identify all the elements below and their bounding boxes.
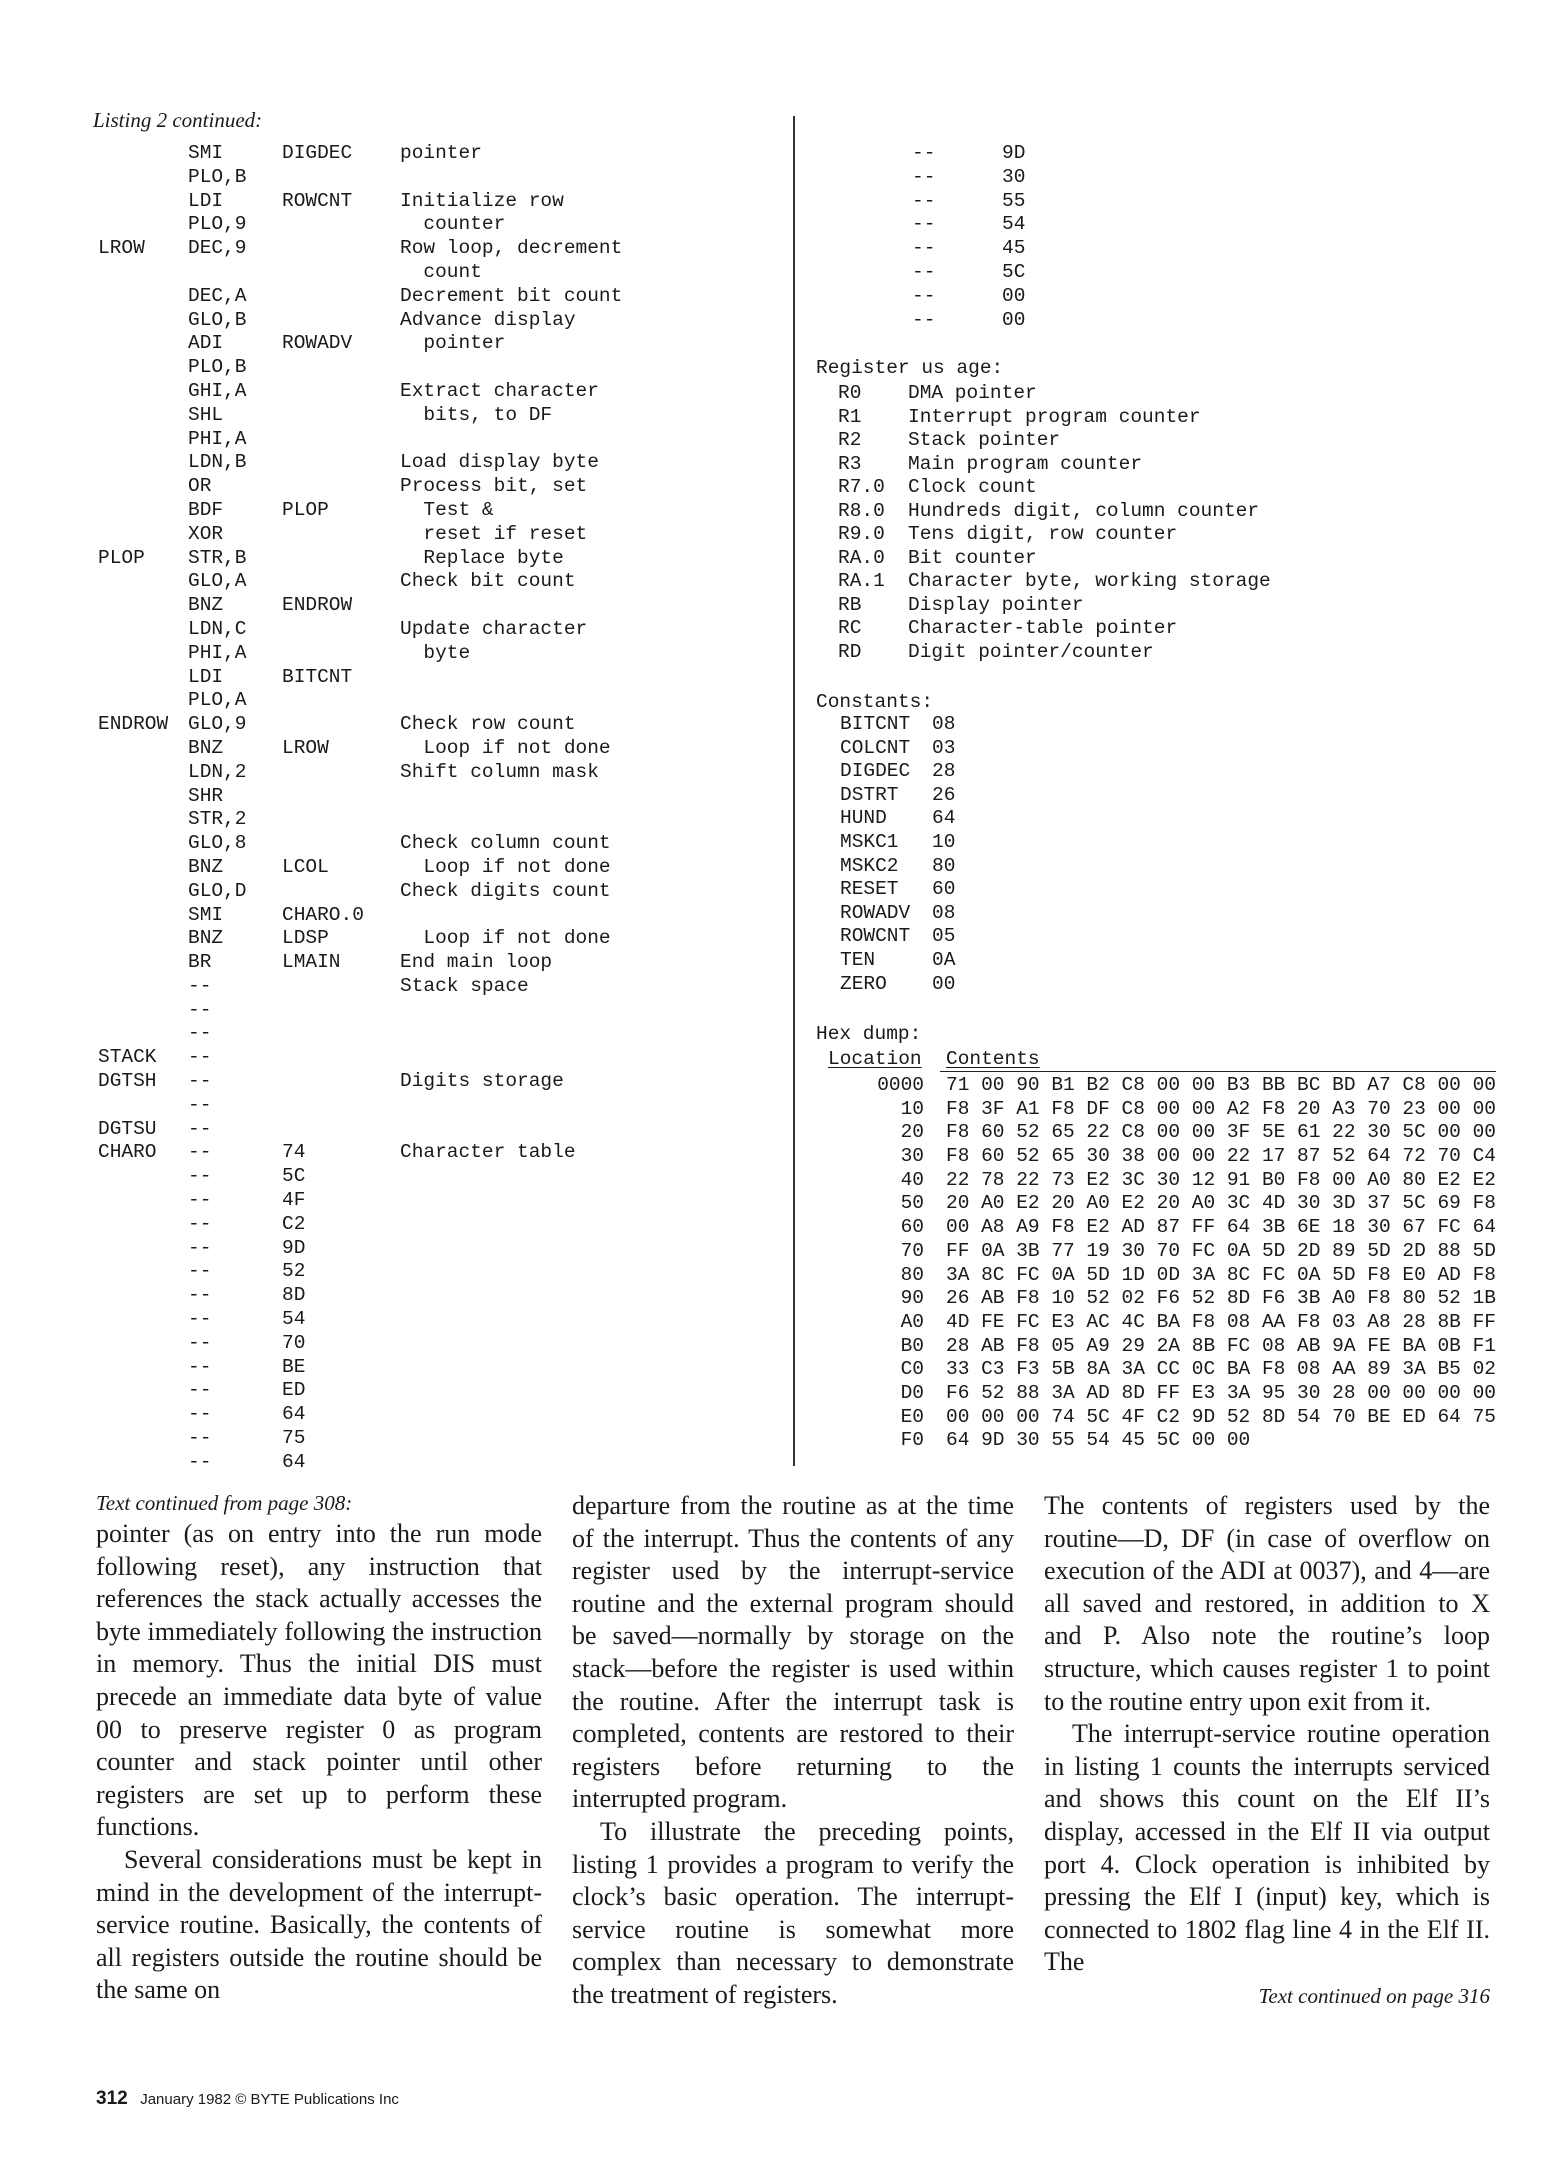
register-description: Clock count: [908, 476, 1037, 498]
register-description: Bit counter: [908, 546, 1037, 569]
code-operand: 30: [1002, 165, 1026, 188]
code-operand: 00: [1002, 284, 1026, 307]
code-comment: Check digits count: [400, 879, 611, 902]
code-opcode: PHI,A: [188, 427, 247, 450]
code-opcode: --: [188, 1022, 212, 1045]
register-name: RD: [838, 640, 862, 663]
register-name: R1: [838, 405, 862, 428]
code-comment: Loop if not done: [400, 736, 611, 759]
code-operand: LMAIN: [282, 951, 341, 974]
hex-contents: 28 AB F8 05 A9 29 2A 8B FC 08 AB 9A FE BA 0B F1: [946, 1334, 1496, 1357]
code-label: DGTSH: [98, 1070, 157, 1093]
hex-location: D0: [900, 1381, 924, 1404]
code-comment: pointer: [400, 332, 506, 355]
register-usage-title: Register us age:: [816, 357, 1004, 379]
hex-location: 10: [900, 1097, 924, 1120]
constant-value: 0A: [932, 948, 956, 971]
code-comment: count: [400, 260, 482, 283]
code-comment: Extract character: [400, 379, 599, 402]
code-opcode: GLO,8: [188, 832, 247, 855]
code-comment: Row loop, decrement: [400, 237, 623, 260]
text-column-3: [1044, 1490, 1490, 2009]
constant-value: 10: [932, 830, 956, 853]
paragraph: pointer (as on entry into the run mode following reset), any instruction that references the stack actually accesses the byte immediately following the instruction in memory. Thus the initial DIS must precede an immediate data byte of value 00 to preserve register 0 as program counter and stack pointer until other registers are set up to perform these functions.: [96, 1519, 542, 1842]
code-comment: Character table: [400, 1141, 576, 1164]
code-operand: 54: [282, 1308, 306, 1331]
code-opcode: --: [912, 189, 936, 212]
code-opcode: DEC,9: [188, 237, 247, 260]
code-opcode: LDI: [188, 189, 224, 212]
hex-location: 40: [900, 1168, 924, 1191]
paragraph: departure from the routine as at the time of the interrupt. Thus the contents of any register used by the interrupt-service routine and the external program should be saved—normally by storage on the stack—before the register is used within the routine. After the interrupt task is completed, contents are restored to their registers before returning to the interrupted program.: [572, 1491, 1014, 1814]
constant-name: MSKC1: [840, 830, 899, 853]
hex-location: C0: [900, 1358, 924, 1381]
code-comment: Test &: [400, 498, 494, 521]
code-operand: BE: [282, 1355, 306, 1378]
code-opcode: PLO,9: [188, 213, 247, 236]
code-label: CHARO: [98, 1141, 157, 1164]
code-operand: 9D: [1002, 142, 1026, 164]
hex-contents: 71 00 90 B1 B2 C8 00 00 B3 BB BC BD A7 C8 00 00: [946, 1074, 1496, 1096]
hex-location: 30: [900, 1145, 924, 1168]
code-opcode: --: [912, 260, 936, 283]
code-opcode: BDF: [188, 498, 224, 521]
code-operand: 5C: [282, 1165, 306, 1188]
code-opcode: ADI: [188, 332, 224, 355]
code-opcode: LDI: [188, 665, 224, 688]
code-operand: 70: [282, 1331, 306, 1354]
code-opcode: --: [188, 1260, 212, 1283]
hex-header-location: Location: [828, 1048, 922, 1070]
code-opcode: --: [188, 1070, 212, 1093]
code-operand: ED: [282, 1379, 306, 1402]
code-label: STACK: [98, 1046, 157, 1069]
code-operand: 4F: [282, 1189, 306, 1212]
column-divider: [793, 116, 795, 1466]
hex-location: 0000: [877, 1074, 924, 1096]
code-comment: byte: [400, 641, 471, 664]
code-opcode: --: [912, 237, 936, 260]
code-comment: Advance display: [400, 308, 576, 331]
constant-value: 80: [932, 854, 956, 877]
code-opcode: --: [188, 1308, 212, 1331]
page-footer: [96, 2088, 399, 2110]
register-name: R7.0: [838, 476, 885, 498]
register-name: R9.0: [838, 523, 885, 545]
paragraph: The interrupt-service routine operation in listing 1 counts the interrupts serviced and shows this count on the Elf II’s display, accessed in the Elf II via output port 4. Clock operation is inhibited by pressing the Elf I (input) key, which is connected to 1802 flag line 4 in the Elf II. The: [1044, 1719, 1490, 1977]
code-opcode: BNZ: [188, 855, 224, 878]
hex-contents: F8 60 52 65 30 38 00 00 22 17 87 52 64 72 70 C4: [946, 1145, 1496, 1168]
code-opcode: --: [188, 1379, 212, 1402]
hex-header-rule: [940, 1071, 1496, 1072]
code-comment: Process bit, set: [400, 475, 588, 498]
hex-contents: 00 00 00 74 5C 4F C2 9D 52 8D 54 70 BE ED 64 75: [946, 1405, 1496, 1428]
code-opcode: --: [912, 284, 936, 307]
register-description: Stack pointer: [908, 429, 1061, 451]
code-comment: Loop if not done: [400, 855, 611, 878]
register-name: RA.1: [838, 570, 885, 592]
code-opcode: LDN,C: [188, 617, 247, 640]
code-operand: C2: [282, 1212, 306, 1235]
code-opcode: OR: [188, 475, 212, 498]
hex-dump-title: Hex dump:: [816, 1023, 922, 1045]
continued-on-note: Text continued on page 316: [1258, 1983, 1490, 2008]
hex-location: A0: [900, 1310, 924, 1333]
constant-name: DIGDEC: [840, 760, 911, 783]
code-operand: 55: [1002, 189, 1026, 212]
code-opcode: PLO,A: [188, 689, 247, 712]
code-operand: 8D: [282, 1284, 306, 1307]
register-description: Tens digit, row counter: [908, 523, 1178, 545]
code-operand: ROWADV: [282, 332, 353, 355]
register-description: Display pointer: [908, 593, 1084, 616]
constant-name: COLCNT: [840, 736, 911, 759]
code-label: PLOP: [98, 546, 145, 569]
continued-from-note: Text continued from page 308:: [96, 1491, 353, 1515]
paragraph: The contents of registers used by the routine—D, DF (in case of overflow on execution of the ADI at 0037), and 4—are all saved and restored, in addition to X and P. Also note the routine’s loop structure, which causes register 1 to point to the routine entry upon exit from it.: [1044, 1491, 1490, 1716]
code-comment: pointer: [400, 142, 482, 164]
code-opcode: --: [188, 1189, 212, 1212]
code-opcode: LDN,2: [188, 760, 247, 783]
code-comment: reset if reset: [400, 522, 588, 545]
code-opcode: --: [188, 1236, 212, 1259]
code-comment: Load display byte: [400, 451, 599, 474]
code-opcode: SHR: [188, 784, 224, 807]
hex-contents: 64 9D 30 55 54 45 5C 00 00: [946, 1429, 1251, 1452]
text-column-2: [572, 1490, 1014, 2012]
code-opcode: DEC,A: [188, 284, 247, 307]
code-operand: 52: [282, 1260, 306, 1283]
code-opcode: --: [188, 1403, 212, 1426]
register-description: Interrupt program counter: [908, 405, 1201, 428]
register-name: R0: [838, 382, 862, 404]
constant-value: 05: [932, 925, 956, 948]
register-description: Main program counter: [908, 452, 1143, 475]
code-comment: counter: [400, 213, 506, 236]
hex-location: 50: [900, 1192, 924, 1215]
hex-contents: 00 A8 A9 F8 E2 AD 87 FF 64 3B 6E 18 30 67 FC 64: [946, 1216, 1496, 1239]
hex-contents: 33 C3 F3 5B 8A 3A CC 0C BA F8 08 AA 89 3A B5 02: [946, 1358, 1496, 1381]
register-description: Character byte, working storage: [908, 570, 1271, 592]
constant-name: ROWADV: [840, 901, 911, 924]
code-operand: ENDROW: [282, 594, 353, 617]
constant-value: 00: [932, 972, 956, 995]
code-opcode: BNZ: [188, 927, 224, 950]
code-opcode: GLO,9: [188, 713, 247, 736]
hex-contents: FF 0A 3B 77 19 30 70 FC 0A 5D 2D 89 5D 2D 88 5D: [946, 1239, 1496, 1262]
code-comment: Check column count: [400, 832, 611, 855]
hex-contents: 26 AB F8 10 52 02 F6 52 8D F6 3B A0 F8 80 52 1B: [946, 1287, 1496, 1310]
code-opcode: SHL: [188, 403, 224, 426]
code-operand: CHARO.0: [282, 903, 364, 926]
register-name: R8.0: [838, 499, 885, 522]
constant-name: BITCNT: [840, 713, 911, 735]
constant-value: 26: [932, 783, 956, 806]
register-description: Hundreds digit, column counter: [908, 499, 1260, 522]
hex-header-contents: Contents: [946, 1048, 1040, 1070]
code-comment: Update character: [400, 617, 588, 640]
register-description: Digit pointer/counter: [908, 640, 1154, 663]
code-label: ENDROW: [98, 713, 169, 736]
code-opcode: --: [188, 1046, 212, 1069]
code-opcode: --: [912, 142, 936, 164]
code-opcode: BNZ: [188, 736, 224, 759]
constant-name: ZERO: [840, 972, 887, 995]
code-opcode: BR: [188, 951, 212, 974]
hex-location: 80: [900, 1263, 924, 1286]
code-opcode: --: [188, 1093, 212, 1116]
code-operand: 9D: [282, 1236, 306, 1259]
listing-caption: Listing 2 continued:: [93, 108, 263, 132]
text-column-1: [96, 1490, 542, 2007]
code-comment: Decrement bit count: [400, 284, 623, 307]
hex-contents: F8 3F A1 F8 DF C8 00 00 A2 F8 20 A3 70 23 00 00: [946, 1097, 1496, 1120]
code-operand: ROWCNT: [282, 189, 353, 212]
code-opcode: --: [188, 1212, 212, 1235]
register-name: R2: [838, 429, 862, 451]
constant-value: 64: [932, 807, 956, 830]
code-operand: LCOL: [282, 855, 329, 878]
code-operand: 54: [1002, 213, 1026, 236]
code-opcode: --: [912, 213, 936, 236]
constant-name: TEN: [840, 948, 876, 971]
code-opcode: STR,2: [188, 808, 247, 831]
code-opcode: --: [188, 1141, 212, 1164]
code-opcode: BNZ: [188, 594, 224, 617]
hex-location: 60: [900, 1216, 924, 1239]
code-comment: Shift column mask: [400, 760, 599, 783]
register-name: RC: [838, 617, 862, 639]
register-name: R3: [838, 452, 862, 475]
constant-name: DSTRT: [840, 783, 899, 806]
code-opcode: GLO,D: [188, 879, 247, 902]
hex-contents: F8 60 52 65 22 C8 00 00 3F 5E 61 22 30 5C 00 00: [946, 1121, 1496, 1144]
code-opcode: --: [912, 165, 936, 188]
code-opcode: PLO,B: [188, 165, 247, 188]
code-comment: bits, to DF: [400, 403, 553, 426]
paragraph: To illustrate the preceding points, listing 1 provides a program to verify the clock’s basic operation. The interrupt-service routine is somewhat more complex than necessary to demonstrate the treatment of registers.: [572, 1816, 1014, 2009]
constant-value: 08: [932, 901, 956, 924]
code-operand: LROW: [282, 736, 329, 759]
register-name: RB: [838, 593, 862, 616]
constant-name: HUND: [840, 807, 887, 830]
code-opcode: --: [188, 1165, 212, 1188]
code-operand: 74: [282, 1141, 306, 1164]
code-opcode: --: [188, 974, 212, 997]
hex-contents: F6 52 88 3A AD 8D FF E3 3A 95 30 28 00 00 00 00: [946, 1381, 1496, 1404]
code-operand: LDSP: [282, 927, 329, 950]
code-label: LROW: [98, 237, 145, 260]
code-opcode: SMI: [188, 903, 224, 926]
code-comment: Check bit count: [400, 570, 576, 593]
constant-value: 03: [932, 736, 956, 759]
code-operand: 75: [282, 1427, 306, 1450]
publication-line: January 1982 © BYTE Publications Inc: [140, 2091, 399, 2108]
code-opcode: --: [188, 1355, 212, 1378]
code-comment: Digits storage: [400, 1070, 564, 1093]
code-opcode: --: [188, 998, 212, 1021]
code-operand: BITCNT: [282, 665, 353, 688]
code-operand: 5C: [1002, 260, 1026, 283]
code-opcode: STR,B: [188, 546, 247, 569]
code-operand: PLOP: [282, 498, 329, 521]
code-opcode: --: [912, 308, 936, 331]
code-operand: 45: [1002, 237, 1026, 260]
code-operand: DIGDEC: [282, 142, 353, 164]
constant-name: MSKC2: [840, 854, 899, 877]
code-operand: 00: [1002, 308, 1026, 331]
code-operand: 64: [282, 1403, 306, 1426]
hex-contents: 4D FE FC E3 AC 4C BA F8 08 AA F8 03 A8 28 8B FF: [946, 1310, 1496, 1333]
code-opcode: --: [188, 1331, 212, 1354]
code-comment: Check row count: [400, 713, 576, 736]
page-number: 312: [96, 2088, 128, 2109]
constant-value: 28: [932, 760, 956, 783]
register-description: DMA pointer: [908, 382, 1037, 404]
code-opcode: GHI,A: [188, 379, 247, 402]
code-opcode: LDN,B: [188, 451, 247, 474]
code-comment: Initialize row: [400, 189, 564, 212]
constant-name: ROWCNT: [840, 925, 911, 948]
code-comment: Replace byte: [400, 546, 564, 569]
code-opcode: SMI: [188, 142, 224, 164]
code-opcode: --: [188, 1450, 212, 1473]
hex-location: F0: [900, 1429, 924, 1452]
constant-name: RESET: [840, 878, 899, 901]
hex-contents: 22 78 22 73 E2 3C 30 12 91 B0 F8 00 A0 80 E2 E2: [946, 1168, 1496, 1191]
hex-location: 20: [900, 1121, 924, 1144]
code-opcode: GLO,A: [188, 570, 247, 593]
code-opcode: XOR: [188, 522, 224, 545]
paragraph: Several considerations must be kept in mind in the development of the interrupt-service routine. Basically, the contents of all registers outside the routine should be the same on: [96, 1844, 542, 2005]
hex-location: 70: [900, 1239, 924, 1262]
hex-location: 90: [900, 1287, 924, 1310]
hex-contents: 20 A0 E2 20 A0 E2 20 A0 3C 4D 30 3D 37 5C 69 F8: [946, 1192, 1496, 1215]
code-opcode: --: [188, 1427, 212, 1450]
hex-contents: 3A 8C FC 0A 5D 1D 0D 3A 8C FC 0A 5D F8 E0 AD F8: [946, 1263, 1496, 1286]
code-label: DGTSU: [98, 1117, 157, 1140]
code-comment: Stack space: [400, 974, 529, 997]
code-comment: Loop if not done: [400, 927, 611, 950]
constants-title: Constants:: [816, 691, 934, 713]
code-opcode: PLO,B: [188, 356, 247, 379]
code-operand: 64: [282, 1450, 306, 1473]
register-name: RA.0: [838, 546, 885, 569]
code-opcode: --: [188, 1117, 212, 1140]
hex-location: B0: [900, 1334, 924, 1357]
constant-value: 08: [932, 713, 956, 735]
code-opcode: PHI,A: [188, 641, 247, 664]
code-opcode: GLO,B: [188, 308, 247, 331]
register-description: Character-table pointer: [908, 617, 1178, 639]
code-opcode: --: [188, 1284, 212, 1307]
hex-location: E0: [900, 1405, 924, 1428]
code-comment: End main loop: [400, 951, 553, 974]
constant-value: 60: [932, 878, 956, 901]
